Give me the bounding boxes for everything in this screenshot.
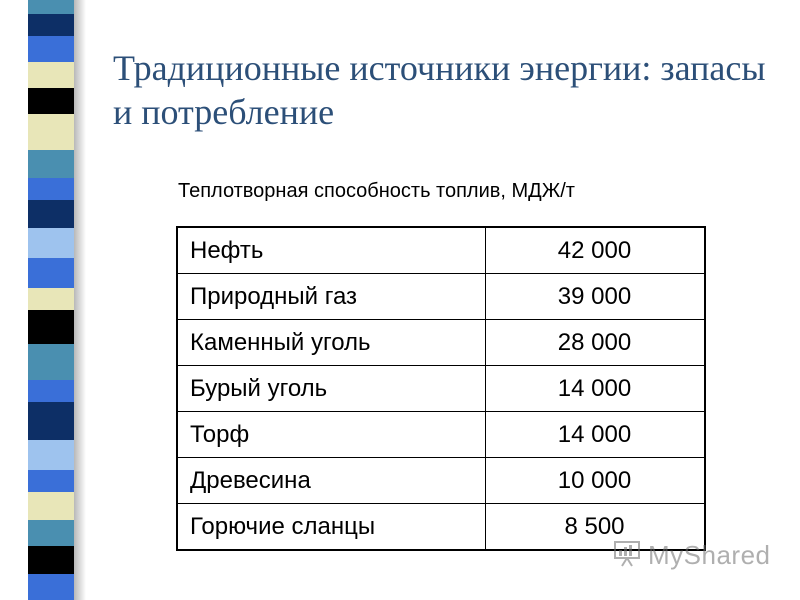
fuel-name-cell: Природный газ	[177, 274, 485, 320]
watermark	[612, 538, 771, 572]
fuel-name-cell: Древесина	[177, 458, 485, 504]
fuel-name-cell: Бурый уголь	[177, 366, 485, 412]
fuel-value-cell: 39 000	[485, 274, 705, 320]
presentation-icon	[612, 538, 642, 573]
table-row	[177, 412, 705, 458]
table-row	[177, 227, 705, 274]
slide-title: Традиционные источники энергии: запасы и потребление	[113, 48, 766, 132]
fuel-name-cell: Торф	[177, 412, 485, 458]
fuel-value-cell: 14 000	[485, 366, 705, 412]
table-row	[177, 274, 705, 320]
fuel-value-cell: 14 000	[485, 412, 705, 458]
fuel-value-cell: 42 000	[485, 227, 705, 274]
fuel-value-cell: 10 000	[485, 458, 705, 504]
fuel-name-cell: Каменный уголь	[177, 320, 485, 366]
stripe-shadow	[74, 0, 86, 600]
table-row	[177, 366, 705, 412]
table-caption: Теплотворная способность топлив, МДЖ/т	[178, 180, 575, 202]
table-row	[177, 458, 705, 504]
fuel-name-cell: Нефть	[177, 227, 485, 274]
fuel-value-cell: 28 000	[485, 320, 705, 366]
watermark-text: MyShared	[648, 539, 771, 570]
table-row	[177, 320, 705, 366]
fuel-value-cell: 8 500	[485, 504, 705, 551]
decorative-stripe-bar	[28, 0, 74, 600]
fuel-name-cell: Горючие сланцы	[177, 504, 485, 551]
fuel-calorific-table	[176, 226, 706, 551]
